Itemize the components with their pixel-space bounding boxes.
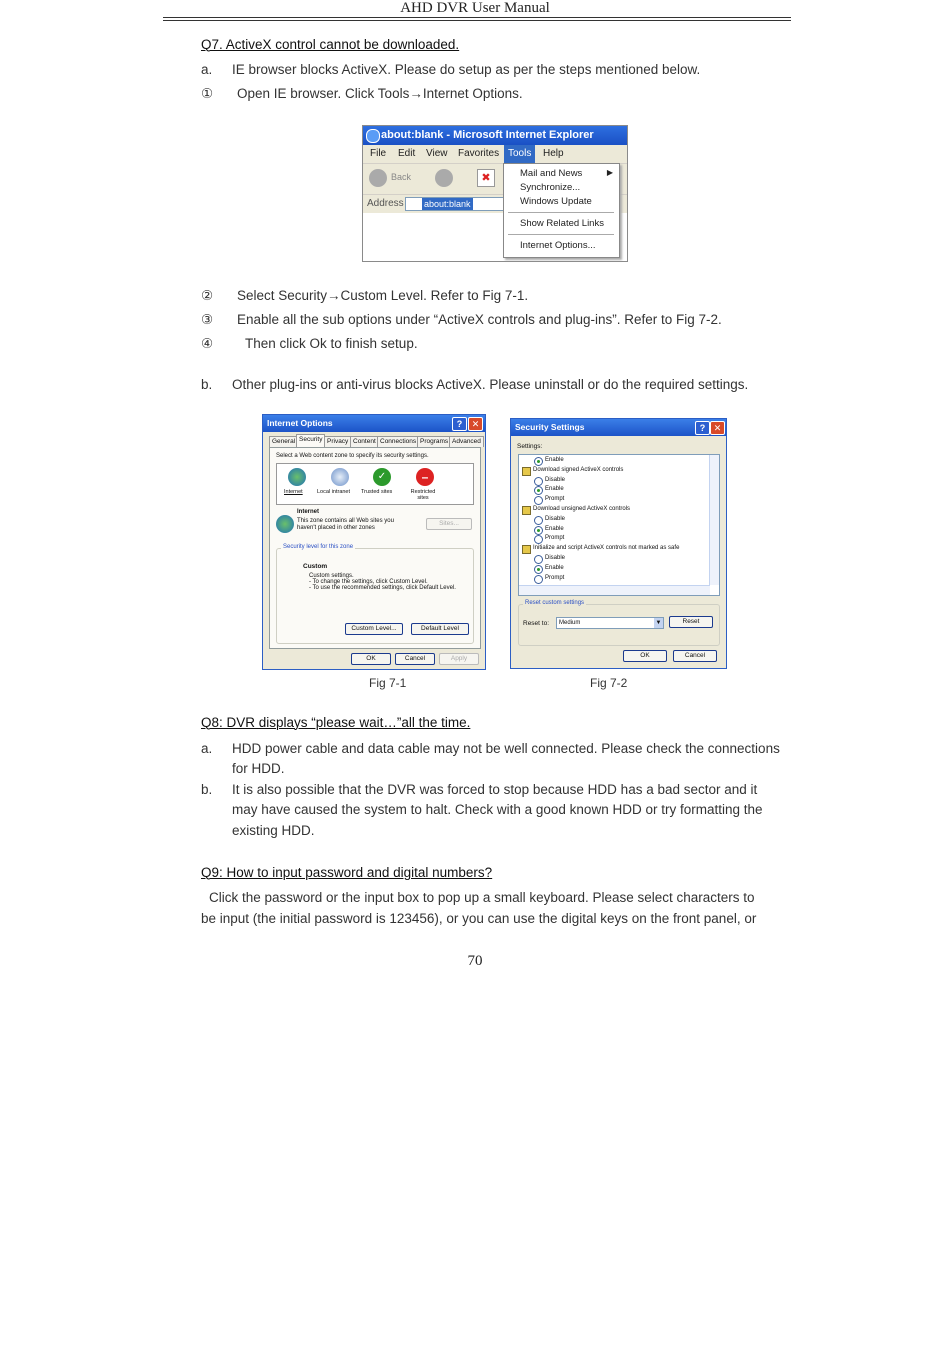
q8-b-line-2: may have caused the system to halt. Check with a good known HDD or try formatting the <box>232 802 763 817</box>
q7-b-text: Other plug-ins or anti-virus blocks ActiveX. Please uninstall or do the required settings. <box>232 377 749 392</box>
level-group-label: Security level for this zone <box>283 544 354 550</box>
ok-button: OK <box>351 653 391 665</box>
ie-menu-help: Help <box>543 148 564 159</box>
fig1-caption: Fig 7-1 <box>369 676 407 690</box>
ie-address-field <box>405 197 507 211</box>
setting-group-icon <box>522 506 531 515</box>
q8-a-line-2: for HDD. <box>232 761 285 776</box>
q7-b-label: b. <box>201 377 213 392</box>
zone-prompt: Select a Web content zone to specify its security settings. <box>276 453 429 459</box>
zone-intranet: Local intranet <box>317 489 351 495</box>
menu-separator <box>508 212 614 213</box>
setting-label: Prompt <box>545 574 565 581</box>
radio-icon <box>534 575 543 584</box>
ie-title-text: about:blank - Microsoft Internet Explorer <box>381 129 594 141</box>
ie-menu-favorites: Favorites <box>458 148 500 159</box>
setting-label: Enable <box>545 457 564 463</box>
ie-menu-edit: Edit <box>398 148 416 159</box>
q8-a-line-1: HDD power cable and data cable may not be well connected. Please check the connections <box>232 741 780 756</box>
ie-address-value: about:blank <box>424 199 471 209</box>
q7-heading: Q7. ActiveX control cannot be downloaded. <box>201 37 460 52</box>
q9-heading: Q9: How to input password and digital numbers? <box>201 865 493 880</box>
help-icon: ? <box>452 417 467 431</box>
setting-group-icon <box>522 545 531 554</box>
menu-item-internet-options: Internet Options... <box>520 240 596 251</box>
step-1-text: Open IE browser. Click Tools→Internet Options. <box>237 86 523 101</box>
menu-separator-2 <box>508 234 614 235</box>
header-rule <box>163 17 791 18</box>
menu-item-sync: Synchronize... <box>520 182 581 193</box>
setting-group-icon <box>522 467 531 476</box>
q8-heading: Q8: DVR displays “please wait…”all the time. <box>201 715 471 730</box>
tab-security: Security <box>296 434 325 447</box>
radio-icon <box>534 526 543 535</box>
tools-dropdown-menu <box>503 163 620 258</box>
tab-privacy: Privacy <box>324 436 351 447</box>
radio-icon <box>534 565 543 574</box>
chevron-down-icon: ▼ <box>655 620 662 626</box>
checkmark-icon: ✓ <box>373 468 391 486</box>
tab-general: General <box>269 436 298 447</box>
step-4-num: ④ <box>201 336 214 351</box>
q8-b-label: b. <box>201 782 213 797</box>
ie-back-label: Back <box>391 172 412 182</box>
dialog-title: Internet Options <box>267 418 333 428</box>
level-line-1: Custom settings. <box>309 573 354 579</box>
q9-line-1: Click the password or the input box to pop up a small keyboard. Please select characters to <box>209 890 755 905</box>
close-icon-2: ✕ <box>710 421 725 435</box>
tab-connections: Connections <box>377 436 419 447</box>
step-4-text: Then click Ok to finish setup. <box>245 336 418 351</box>
reset-group-label: Reset custom settings <box>525 600 585 606</box>
vertical-scrollbar <box>709 455 719 585</box>
zone-trusted: Trusted sites <box>361 489 393 495</box>
q7-a-text: IE browser blocks ActiveX. Please do setup as per the steps mentioned below. <box>232 62 701 77</box>
step-2-num: ② <box>201 288 214 303</box>
q9-line-2: be input (the initial password is 123456), or you can use the digital keys on the front panel, or <box>201 911 757 926</box>
setting-label: Enable <box>545 486 564 493</box>
reset-group <box>518 600 720 646</box>
radio-icon <box>534 516 543 525</box>
q8-a-label: a. <box>201 741 213 756</box>
security-level-group <box>276 544 474 644</box>
apply-button: Apply <box>439 653 479 665</box>
submenu-arrow-icon: ▶ <box>606 168 613 177</box>
step-1-num: ① <box>201 86 214 101</box>
tab-advanced: Advanced <box>449 436 484 447</box>
level-line-2: - To change the settings, click Custom Level. <box>309 579 428 585</box>
radio-icon <box>534 486 543 495</box>
zone-name: Internet <box>297 509 320 515</box>
settings-label: Settings: <box>517 443 543 450</box>
reset-select <box>556 617 664 629</box>
horizontal-scrollbar <box>519 585 710 595</box>
header-rule-2 <box>163 20 791 21</box>
ie-menu-tools: Tools <box>504 145 535 163</box>
ie-address-label: Address <box>367 198 404 209</box>
reset-to-label: Reset to: <box>523 620 550 627</box>
intranet-icon <box>331 468 349 486</box>
ie-menu-file: File <box>370 148 387 159</box>
zone-internet: Internet <box>284 489 303 495</box>
cancel-button: Cancel <box>395 653 435 665</box>
close-icon: ✕ <box>468 417 483 431</box>
menu-item-mail: Mail and News <box>520 168 583 179</box>
setting-label: Enable <box>545 525 564 532</box>
radio-icon <box>534 555 543 564</box>
setting-label: Download unsigned ActiveX controls <box>533 506 631 512</box>
tab-strip <box>269 436 483 447</box>
zone-list <box>276 463 474 505</box>
dialog-title-2: Security Settings <box>515 422 585 432</box>
ie-titlebar <box>363 126 627 145</box>
dialog-titlebar-2 <box>511 419 726 436</box>
setting-label: Disable <box>545 476 566 483</box>
fig2-caption: Fig 7-2 <box>590 676 628 690</box>
internet-options-dialog <box>262 414 486 670</box>
globe-icon <box>288 468 306 486</box>
radio-icon <box>534 496 543 505</box>
menu-item-update: Windows Update <box>520 196 592 207</box>
ie-menubar <box>363 145 627 163</box>
radio-icon <box>534 457 543 466</box>
setting-label: Prompt <box>545 535 565 542</box>
restricted-icon: – <box>416 468 434 486</box>
step-2-text: Select Security→Custom Level. Refer to Fig 7-1. <box>237 288 529 303</box>
ie-logo-icon <box>366 129 380 143</box>
zone-desc: This zone contains all Web sites you haven't placed in other zones <box>297 518 394 531</box>
zone-restricted: Restricted sites <box>410 489 436 501</box>
settings-list <box>518 454 720 596</box>
cancel-button-2: Cancel <box>673 650 717 662</box>
step-3-num: ③ <box>201 312 214 327</box>
radio-icon <box>534 477 543 486</box>
forward-arrow-icon <box>435 169 453 187</box>
sites-button: Sites... <box>426 518 472 530</box>
security-panel <box>269 447 481 649</box>
page-header: AHD DVR User Manual <box>400 0 550 16</box>
setting-label: Download signed ActiveX controls <box>533 466 624 473</box>
ok-button-2: OK <box>623 650 667 662</box>
level-line-3: - To use the recommended settings, click Default Level. <box>309 585 456 591</box>
page-number: 70 <box>467 953 483 969</box>
setting-label: Enable <box>545 564 564 571</box>
setting-label: Disable <box>545 555 566 561</box>
security-settings-dialog <box>510 418 727 669</box>
reset-button: Reset <box>669 616 713 628</box>
back-arrow-icon <box>369 169 387 187</box>
setting-label: Disable <box>545 515 566 522</box>
q8-b-line-1: It is also possible that the DVR was forced to stop because HDD has a bad sector and it <box>232 782 758 797</box>
globe-icon-large <box>276 515 294 533</box>
stop-icon: ✖ <box>477 169 495 187</box>
reset-select-value: Medium <box>559 620 581 626</box>
tab-content: Content <box>350 436 379 447</box>
radio-icon <box>534 535 543 544</box>
dialog-titlebar <box>263 415 485 432</box>
tab-programs: Programs <box>417 436 451 447</box>
level-name: Custom <box>303 563 328 570</box>
setting-label: Initialize and script ActiveX controls not marked as safe <box>533 545 680 552</box>
q7-a-label: a. <box>201 62 213 77</box>
step-3-text: Enable all the sub options under “ActiveX controls and plug-ins”. Refer to Fig 7-2. <box>237 312 722 327</box>
help-icon-2: ? <box>695 421 710 435</box>
custom-level-button: Custom Level... <box>345 623 403 635</box>
ie-menu-view: View <box>426 148 448 159</box>
menu-item-related: Show Related Links <box>520 218 604 229</box>
q8-b-line-3: existing HDD. <box>232 823 315 838</box>
setting-label: Prompt <box>545 496 565 503</box>
default-level-button: Default Level <box>411 623 469 635</box>
